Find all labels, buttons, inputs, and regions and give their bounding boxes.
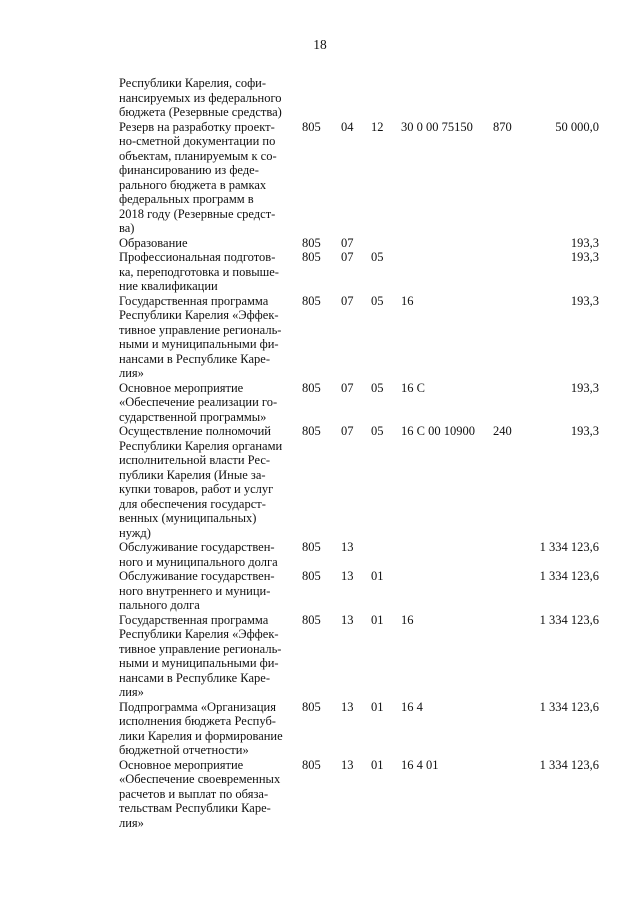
expense-type: 870 bbox=[493, 119, 512, 134]
table-row bbox=[119, 381, 599, 425]
table-row bbox=[119, 613, 599, 700]
amount: 1 334 123,6 bbox=[539, 569, 599, 583]
ministry-code: 805 bbox=[302, 612, 321, 627]
table-row bbox=[119, 294, 599, 381]
ministry-code: 805 bbox=[302, 569, 321, 583]
section-code: 04 bbox=[341, 119, 354, 134]
subsection-code: 01 bbox=[371, 699, 384, 714]
section-code: 07 bbox=[341, 250, 354, 264]
amount: 193,3 bbox=[570, 250, 599, 264]
ministry-code: 805 bbox=[302, 380, 321, 395]
amount: 1 334 123,6 bbox=[539, 699, 599, 714]
amount: 1 334 123,6 bbox=[539, 757, 599, 772]
subsection-code: 05 bbox=[371, 293, 384, 308]
section-code: 13 bbox=[341, 612, 354, 627]
row-name: Государственная программа Республики Карелия «Эффек- тивное управление региональ- ными и муниципальными фи- нансами в Республике Каре- лия» bbox=[119, 612, 282, 699]
subsection-code: 12 bbox=[371, 119, 384, 134]
table-row bbox=[119, 569, 599, 613]
row-name: Обслуживание государствен- ного внутреннего и муници- пального долга bbox=[119, 569, 275, 612]
target-article: 16 С 00 10900 bbox=[401, 424, 475, 438]
amount: 193,3 bbox=[570, 235, 599, 250]
row-name: Республики Карелия, софи- нансируемых из федерального бюджета (Резервные средства) bbox=[119, 76, 282, 119]
section-code: 13 bbox=[341, 757, 354, 772]
page-number: 18 bbox=[313, 37, 327, 52]
table-row bbox=[119, 424, 599, 540]
section-code: 07 bbox=[341, 380, 354, 395]
table-row bbox=[119, 700, 599, 758]
subsection-code: 01 bbox=[371, 612, 384, 627]
ministry-code: 805 bbox=[302, 424, 321, 438]
row-name: Основное мероприятие «Обеспечение реализации го- сударственной программы» bbox=[119, 380, 278, 424]
table-row bbox=[119, 120, 599, 236]
ministry-code: 805 bbox=[302, 699, 321, 714]
ministry-code: 805 bbox=[302, 250, 321, 264]
subsection-code: 01 bbox=[371, 569, 384, 583]
row-name: Обслуживание государствен- ного и муниципального долга bbox=[119, 540, 278, 569]
row-name: Основное мероприятие «Обеспечение своевременных расчетов и выплат по обяза- тельствам Республики Каре- лия» bbox=[119, 757, 281, 830]
ministry-code: 805 bbox=[302, 119, 321, 134]
expense-type: 240 bbox=[493, 424, 512, 438]
ministry-code: 805 bbox=[302, 293, 321, 308]
subsection-code: 01 bbox=[371, 757, 384, 772]
target-article: 16 С bbox=[401, 380, 425, 395]
table-row bbox=[119, 236, 599, 251]
section-code: 13 bbox=[341, 569, 354, 583]
section-code: 13 bbox=[341, 699, 354, 714]
amount: 50 000,0 bbox=[555, 119, 599, 134]
target-article: 16 4 01 bbox=[401, 757, 439, 772]
ministry-code: 805 bbox=[302, 540, 321, 554]
row-name: Резерв на разработку проект- но-сметной документации по объектам, планируемым к со- финансированию из феде- рального бюджета в рамках федеральных программ в 2018 году (Резервные средст- ва) bbox=[119, 119, 277, 235]
ministry-code: 805 bbox=[302, 235, 321, 250]
amount: 193,3 bbox=[570, 380, 599, 395]
table-row bbox=[119, 250, 599, 294]
table-row bbox=[119, 758, 599, 831]
subsection-code: 05 bbox=[371, 424, 384, 438]
row-name: Профессиональная подготов- ка, переподготовка и повыше- ние квалификации bbox=[119, 250, 279, 293]
row-name: Осуществление полномочий Республики Карелия органами исполнительной власти Рес- публики Карелия (Иные за- купки товаров, работ и услуг для обеспечения государст- венных (муниципальных) нужд) bbox=[119, 424, 283, 540]
row-name: Подпрограмма «Организация исполнения бюджета Респуб- лики Карелия и формирование бюджетной отчетности» bbox=[119, 699, 283, 757]
subsection-code: 05 bbox=[371, 250, 384, 264]
row-name: Образование bbox=[119, 235, 188, 250]
target-article: 16 bbox=[401, 293, 414, 308]
budget-table bbox=[119, 76, 599, 830]
target-article: 16 bbox=[401, 612, 414, 627]
target-article: 30 0 00 75150 bbox=[401, 119, 473, 134]
ministry-code: 805 bbox=[302, 757, 321, 772]
section-code: 13 bbox=[341, 540, 354, 554]
subsection-code: 05 bbox=[371, 380, 384, 395]
section-code: 07 bbox=[341, 424, 354, 438]
row-name: Государственная программа Республики Карелия «Эффек- тивное управление региональ- ными и муниципальными фи- нансами в Республике Каре- лия» bbox=[119, 293, 282, 380]
amount: 193,3 bbox=[570, 424, 599, 438]
table-row bbox=[119, 540, 599, 569]
amount: 1 334 123,6 bbox=[539, 612, 599, 627]
table-row bbox=[119, 76, 599, 120]
amount: 193,3 bbox=[570, 293, 599, 308]
section-code: 07 bbox=[341, 235, 354, 250]
target-article: 16 4 bbox=[401, 699, 423, 714]
amount: 1 334 123,6 bbox=[539, 540, 599, 554]
section-code: 07 bbox=[341, 293, 354, 308]
